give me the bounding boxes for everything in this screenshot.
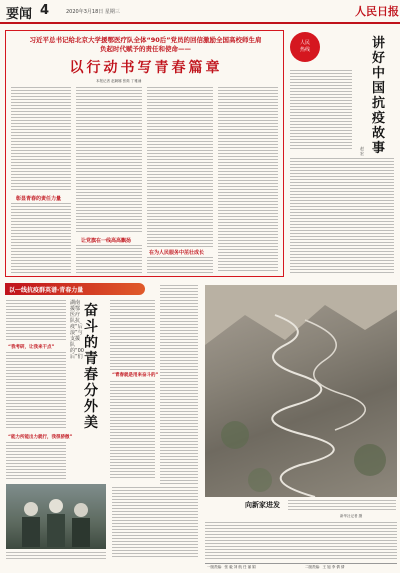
- lead-byline: 本报记者 赵婀娜 张烁 丁雅诵: [96, 79, 142, 83]
- medics-photo: [6, 484, 106, 549]
- body-col-3a: [147, 87, 213, 247]
- subhead-2: 让党旗在一线高高飘扬: [81, 238, 132, 244]
- lead-kicker: 习近平总书记给北京大学援鄂医疗队全体“90后”党员的回信激励全国高校师生肩负起时代赋予的责任和使命——: [29, 36, 262, 53]
- feature-banner-text: 以一线抗疫群英谱·青春力量: [9, 287, 84, 294]
- body-col-3b: [147, 257, 213, 273]
- page-number: 4: [40, 3, 50, 18]
- subhead-3: 在为人民服务中茁壮成长: [149, 250, 205, 256]
- footer-editors-2: 二版责编：王 旭 李 倩 倩: [305, 565, 345, 569]
- newspaper-logo: 人民日报: [355, 5, 399, 18]
- footer-editors-1: 一版责编：张 毅 刘 航 任 丽 娟: [207, 565, 256, 569]
- feature-quote-1: “我考研，让我来干点”: [8, 345, 55, 350]
- feature-quote-3: “青春就是用来奋斗的”: [112, 373, 159, 378]
- feature-subtitle: 湖南援鄂医疗队抗疫“后浪”与支援队的“00后”们: [70, 300, 84, 360]
- column-byline: 赵 宏: [360, 146, 364, 156]
- feature-text-col-f: [160, 285, 198, 485]
- lead-title: 以行动书写青春篇章: [69, 60, 223, 76]
- feature-text-col-c: [6, 442, 66, 480]
- feature-text-col-d: [110, 300, 155, 372]
- feature-text-col-e: [110, 381, 155, 480]
- column-body-a: [290, 70, 352, 150]
- subhead-1: 彰显青春的责任力量: [16, 196, 62, 202]
- photo-caption-body: [288, 500, 396, 512]
- masthead: [0, 0, 400, 24]
- bottom-text-col: [112, 487, 198, 559]
- feature-quote-2: “能力所能出力就行，我很骄傲”: [8, 435, 73, 440]
- photo-credit: 新华社记者 摄: [340, 514, 363, 518]
- issue-date: 2020年3月18日 星期三: [66, 9, 120, 15]
- section-label: 要闻: [6, 7, 33, 22]
- feature-text-col-a: [6, 300, 66, 340]
- right-column: [288, 28, 396, 278]
- photo-caption-text: [6, 552, 106, 560]
- column-badge-top: 人民: [299, 40, 310, 46]
- footer: [205, 563, 397, 572]
- body-col-4: [218, 87, 278, 273]
- column-badge: [290, 32, 320, 62]
- landscape-photo: [205, 285, 397, 497]
- photo-caption: 向新家进发: [245, 501, 280, 509]
- body-col-1b: [11, 203, 71, 273]
- feature-banner: [5, 283, 145, 295]
- bottom-right-text: [205, 522, 397, 560]
- medics-illustration: [6, 484, 106, 549]
- feature-text-col-b: [6, 352, 66, 430]
- body-col-2a: [76, 87, 142, 232]
- column-badge-bottom: 热线: [299, 47, 310, 53]
- mountain-road-illustration: [205, 285, 397, 497]
- body-col-1a: [11, 87, 71, 192]
- column-body-b: [290, 158, 394, 273]
- column-title: 讲好中国抗疫故事: [372, 36, 386, 156]
- lead-story: [5, 30, 284, 277]
- body-col-2b: [76, 245, 142, 273]
- feature-title: 奋斗的青春分外美: [84, 303, 98, 431]
